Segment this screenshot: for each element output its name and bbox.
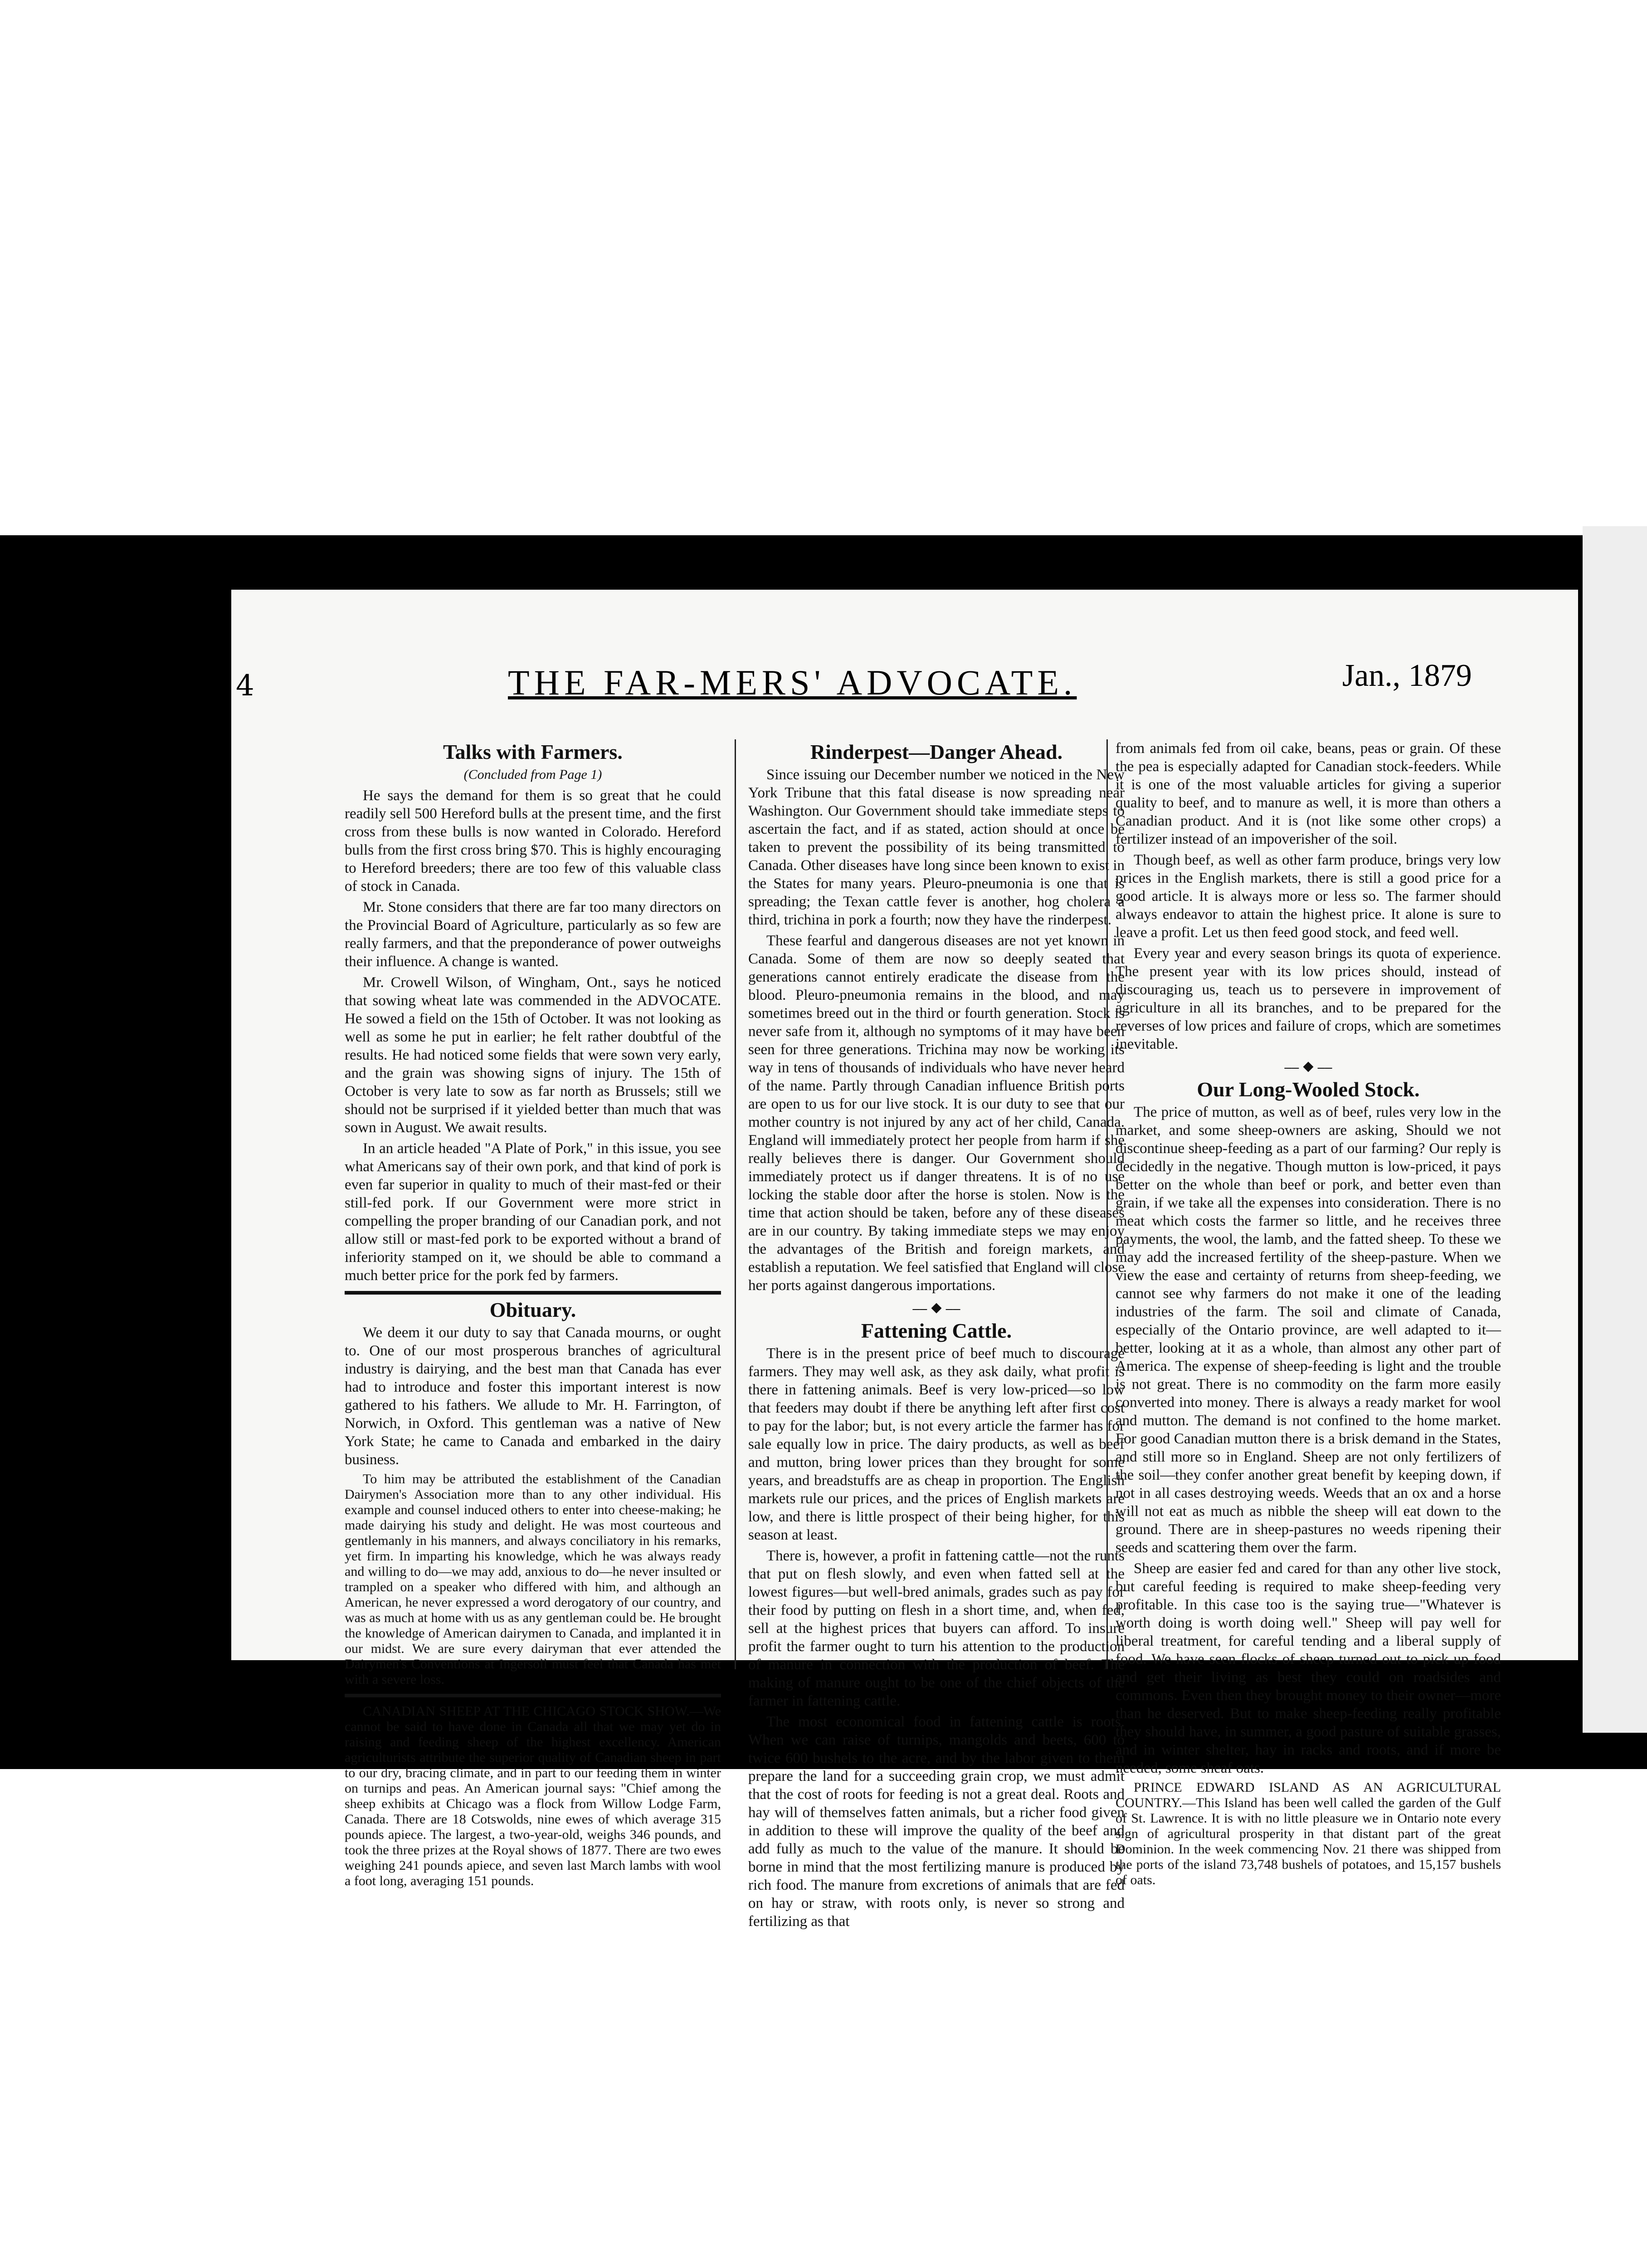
paragraph: Every year and every season brings its quota of experience. The present year with its low prices should, instead of discouraging us, teach us to persevere in improvement of agriculture in all its branches, and to be prepared for the reverses of low prices and failure of crops, which are sometimes inevitable.: [1116, 945, 1501, 1052]
column-3: [1116, 739, 1501, 1891]
paragraph: Sheep are easier fed and cared for than any other live stock, but careful feeding is required to make sheep-feeding very profitable. In this case too is the saying true—"Whatever is worth doing is worth doing well." Sheep will pay well for liberal treatment, for careful tending and a liberal supply of food. We have seen flocks of sheep turned out to pick up food and get their living as best they could on roadsides and commons. Even then they brought money to their owner—more than he deserved. But to make sheep-feeding really profitable they should have, in summer, a good pasture of suitable grasses, and in winter shelter, hay in racks and roots, and if more be needed, some sheaf oats.: [1116, 1560, 1501, 1776]
adjacent-page-strip: [1583, 526, 1647, 1733]
paragraph: Though beef, as well as other farm produce, brings very low prices in the English markets, there is still a good price for a good article. It is always more or less so. The farmer should always endeavor to attain the highest price. It alone is sure to leave a profit. Let us then feed good stock, and feed well.: [1116, 852, 1501, 941]
ornament-divider: ⎯⎯ ◆ ⎯⎯: [1284, 1059, 1332, 1075]
paragraph: The price of mutton, as well as of beef, rules very low in the market, and some sheep-owners are asking, Should we not discontinue sheep-feeding as a part of our farming? Our reply is decidedly in the negative. Though mutton is low-priced, it pays better on the whole than beef or pork, and better even than grain, if we take all the expenses into consideration. There is no meat which costs the farmer so little, and he receives three payments, the wool, the lamb, and the fatted sheep. To these we may add the increased fertility of the sheep-pasture. When we view the ease and certainty of returns from sheep-feeding, we cannot see why farmers do not make it one of the leading industries of the farm. The soil and climate of Canada, especially of the Ontario province, are well adapted to it—better, looking at it as a whole, than almost any other part of America. The expense of sheep-feeding is light and the trouble is not great. There is no commodity on the farm more easily converted into money. There is always a ready market for wool and mutton. The demand is not confined to the home market. For good Canadian mutton there is a brisk demand in the States, and still more so in England. Sheep are not only fertilizers of the soil—they confer another great benefit by keeping down, if not in all cases destroying weeds. Weeds that an ox and a horse will not eat as much as nibble the sheep will eat down to the ground. There are in sheep-pastures no weeds ripening their seeds and scattering them over the farm.: [1116, 1104, 1501, 1556]
article-title: Rinderpest—Danger Ahead.: [810, 740, 1063, 763]
paragraph: He says the demand for them is so great that he could readily sell 500 Hereford bulls at the present time, and the first cross from these bulls is now wanted in Colorado. Hereford bulls from the first cross bring $70. This is highly encouraging to Hereford breeders; there are too few of this valuable class of stock in Canada.: [345, 787, 721, 894]
masthead: THE FAR-MERS' ADVOCATE.: [508, 663, 1077, 702]
paragraph: We deem it our duty to say that Canada mourns, or ought to. One of our most prosperous branches of agricultural industry is dairying, and the best man that Canada has ever had to introduce and foster this important interest is now gathered to his fathers. We allude to Mr. H. Farrington, of Norwich, in Oxford. This gentleman was a native of New York State; he came to Canada and embarked in the dairy business.: [345, 1325, 721, 1468]
article-title: Talks with Farmers.: [443, 740, 623, 763]
section-rule: [345, 1291, 721, 1295]
section-rule: [345, 1694, 721, 1697]
paragraph: PRINCE EDWARD ISLAND AS AN AGRICULTURAL COUNTRY.—This Island has been well called the garden of the Gulf of St. Lawrence. It is with no little pleasure we in Ontario note every sign of agricultural prosperity in that distant part of the great Dominion. In the week commencing Nov. 21 there was shipped from the ports of the island 73,748 bushels of potatoes, and 15,157 bushels of oats.: [1116, 1780, 1501, 1887]
issue-date: Jan., 1879: [1342, 658, 1472, 693]
article-title: Fattening Cattle.: [861, 1319, 1012, 1342]
paragraph: The most economical food in fattening cattle is roots. When we can raise of turnips, mangolds and beets, 600 to twice 600 bushels to the acre, and by the labor given to them prepare the land for a succeeding grain crop, we must admit that the cost of roots for feeding is not a great deal. Roots and hay will of themselves fatten animals, but a richer food given in addition to these will improve the quality of the beef and add fully as much to the value of the manure. It should be borne in mind that the most fertilizing manure is produced by rich food. The manure from excretions of animals that are fed on hay or straw, with roots only, is never so strong and fertilizing as that: [748, 1714, 1125, 1930]
paragraph: from animals fed from oil cake, beans, peas or grain. Of these the pea is especially adapted for Canadian stock-feeders. While it is one of the most valuable articles for giving a superior quality to beef, and to manure as well, it is more than others a Canadian product. And it is (not like some other crops) a fertilizer instead of an impoverisher of the soil.: [1116, 740, 1501, 847]
paragraph: There is in the present price of beef much to discourage farmers. They may well ask, as they ask daily, what profit is there in fattening animals. Beef is very low-priced—so low that feeders may doubt if there be anything left after first cost to pay for the labor; but, is not every article the farmer has for sale equally low in price. The dairy products, as well as beef and mutton, bring lower prices than they brought for some years, and breadstuffs are as cheap in proportion. The English markets rule our prices, and the prices of English markets are low, and there is little prospect of their being higher, for this season at least.: [748, 1345, 1125, 1543]
top-margin: [0, 0, 1647, 150]
page-number: 4: [236, 669, 254, 703]
upper-blank-area: [163, 150, 1647, 544]
paragraph: To him may be attributed the establishment of the Canadian Dairymen's Association more than to any other individual. His example and counsel induced others to enter into cheese-making; he made dairying his study and delight. He was most courteous and gentlemanly in his manners, and always conciliatory in his remarks, yet firm. In imparting his knowledge, which he was always ready and willing to do—we may add, anxious to do—he never insulted or trampled on a speaker who differed with him, and although an American, he never expressed a word derogatory of our country, and was as much at home with us as any gentleman could be. He brought the knowledge of American dairymen to Canada, and implanted it in our midst. We are sure every dairyman that ever attended the Dairymen's Conventions at Ingersoll must feel that Canada has met with a severe loss.: [345, 1471, 721, 1687]
page-header: [236, 658, 1578, 708]
paragraph: Mr. Crowell Wilson, of Wingham, Ont., says he noticed that sowing wheat late was commended in the ADVOCATE. He sowed a field on the 15th of October. It was not looking as well as some he put in earlier; he felt rather doubtful of the results. He had noticed some fields that were sown very early, and the grain was showing signs of injury. The 15th of October is very late to sow as far north as Brussels; still we should not be surprised if it yielded better than much that was sown in August. We await results.: [345, 974, 721, 1136]
column-rule: [735, 739, 736, 1669]
column-1: [345, 739, 721, 1892]
article-title: Obituary.: [489, 1298, 576, 1321]
paragraph: Mr. Stone considers that there are far too many directors on the Provincial Board of Agriculture, particularly as so few are really farmers, and that the preponderance of power outweighs their influence. A change is wanted.: [345, 899, 721, 970]
left-margin: [0, 150, 163, 585]
paragraph: Since issuing our December number we noticed in the New York Tribune that this fatal disease is now spreading near Washington. Our Government should take immediate steps to ascertain the fact, and if as stated, action should at once be taken to prevent the possibility of its being transmitted to Canada. Other diseases have long since been known to exist in the States for many years. Pleuro-pneumonia is one that is spreading; the Texan cattle fever is another, hog cholera a third, trichina in pork a fourth; now they have the rinderpest.: [748, 767, 1125, 928]
column-2: [748, 739, 1125, 1933]
paragraph: In an article headed "A Plate of Pork," in this issue, you see what Americans say of their own pork, and that kind of pork is even far superior in quality to much of their mast-fed or their still-fed pork. If our Government were more strict in compelling the proper branding of our Canadian pork, and not allow still or mast-fed pork to be exported without a brand of inferiority stamped on it, we should be able to command a much better price for the pork fed by farmers.: [345, 1140, 721, 1284]
ornament-divider: ⎯⎯ ◆ ⎯⎯: [912, 1300, 960, 1316]
paragraph: These fearful and dangerous diseases are not yet known in Canada. Some of them are now so deeply seated that generations cannot entirely eradicate the disease from the blood. Pleuro-pneumonia remains in the blood, and may sometimes breed out in the third or fourth generation. Stock is never safe from it, although no symptoms of it may have been seen for three generations. Trichina may now be working its way in tens of thousands of individuals who have never heard of the name. Partly through Canadian influence British ports are open to us for our live stock. It is our duty to see that our mother country is not injured by any act of her child, Canada. England will immediately protect her people from harm if she really believes there is danger. Our Government should immediately protect us if danger threatens. It is of no use locking the stable door after the horse is stolen. Now is the time that action should be taken, before any of these diseases are in our country. By taking immediate steps we may enjoy the advantages of the British and foreign markets, and establish a reputation. We feel satisfied that England will close her ports against dangerous importations.: [748, 933, 1125, 1294]
article-title: Our Long-Wooled Stock.: [1197, 1078, 1420, 1101]
paragraph: CANADIAN SHEEP AT THE CHICAGO STOCK SHOW.—We cannot be said to have done in Canada all that we may yet do in raising and feeding sheep of the highest excellency. American agriculturists attribute the superior quality of Canadian sheep in part to our dry, bracing climate, and in part to our feeding them in winter on turnips and peas. An American journal says: "Chief among the sheep exhibits at Chicago was a flock from Willow Lodge Farm, Canada. There are 18 Cotswolds, nine ewes of which average 315 pounds apiece. The largest, a two-year-old, weighs 346 pounds, and took the three prizes at the Royal shows of 1877. There are two ewes weighing 241 pounds apiece, and seven last March lambs with wool a foot long, averaging 151 pounds.: [345, 1704, 721, 1888]
paragraph: There is, however, a profit in fattening cattle—not the runts that put on flesh slowly, and even when fatted sell at the lowest figures—but well-bred animals, grades such as pay for their food by putting on flesh in a short time, and, when fed, sell at the highest prices that buyers can afford. To insure profit the farmer ought to turn his attention to the production of manure in connection with the production of beef. The making of manure ought to be one of the chief objects of the farmer in fattening cattle.: [748, 1548, 1125, 1709]
article-subtitle: (Concluded from Page 1): [463, 767, 602, 782]
